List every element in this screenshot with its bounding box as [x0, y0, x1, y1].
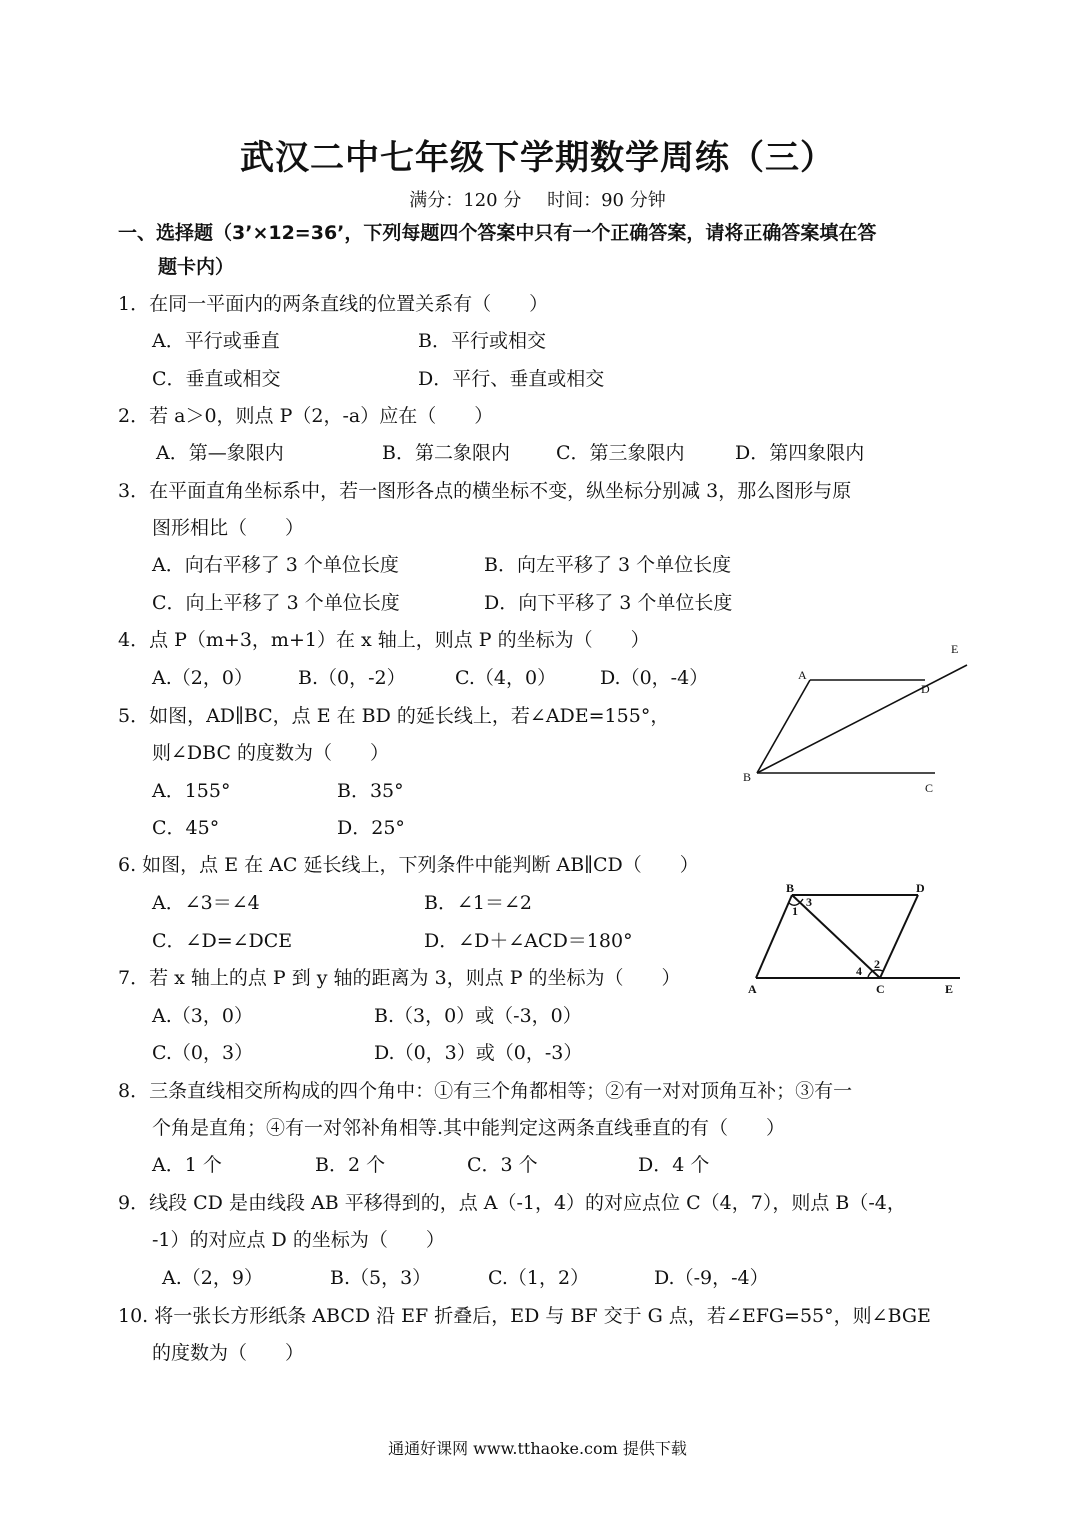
q6-option-a: A．∠3＝∠4 — [152, 892, 260, 914]
label-a: A — [748, 982, 757, 996]
label-b: B — [786, 881, 795, 895]
q1-option-c: C．垂直或相交 — [152, 368, 281, 390]
question-5-stem-cont: 则∠DBC 的度数为（ ） — [152, 742, 390, 764]
question-8-stem-cont: 个角是直角；④有一对邻补角相等.其中能判定这两条直线垂直的有（ ） — [152, 1117, 786, 1139]
q6-option-b: B．∠1＝∠2 — [424, 892, 532, 914]
q9-option-b: B.（5，3） — [330, 1267, 432, 1289]
q9-option-a: A.（2，9） — [162, 1267, 263, 1289]
question-10-stem-cont: 的度数为（ ） — [152, 1342, 305, 1364]
question-3-stem-cont: 图形相比（ ） — [152, 517, 305, 539]
label-c: C — [876, 982, 885, 996]
label-e: E — [951, 642, 959, 656]
exam-meta — [0, 186, 1075, 212]
q6-option-d: D．∠D＋∠ACD＝180° — [424, 930, 633, 952]
q5-option-a: A．155° — [152, 780, 231, 802]
angle-label-2: 2 — [874, 957, 880, 971]
label-a: A — [798, 668, 807, 682]
angle-label-3: 3 — [806, 895, 812, 909]
section-heading: 一、选择题（3’×12=36’，下列每题四个答案中只有一个正确答案，请将正确答案填在答 — [118, 222, 877, 244]
question-10-stem: 10. 将一张长方形纸条 ABCD 沿 EF 折叠后，ED 与 BF 交于 G 点，若∠EFG=55°，则∠BGE — [118, 1305, 931, 1327]
label-d: D — [921, 682, 930, 696]
q4-option-c: C.（4，0） — [455, 667, 557, 689]
q4-option-a: A.（2，0） — [152, 667, 253, 689]
angle-label-1: 1 — [792, 904, 798, 918]
q8-option-b: B．2 个 — [315, 1154, 386, 1176]
q1-option-d: D．平行、垂直或相交 — [418, 368, 605, 390]
q5-option-c: C．45° — [152, 817, 220, 839]
question-6-stem: 6. 如图，点 E 在 AC 延长线上，下列条件中能判断 AB∥CD（ ） — [118, 854, 699, 876]
q3-option-d: D．向下平移了 3 个单位长度 — [484, 592, 733, 614]
page-title: 武汉二中七年级下学期数学周练（三） — [240, 138, 835, 178]
label-e: E — [945, 982, 954, 996]
q7-option-b: B.（3，0）或（-3，0） — [374, 1005, 582, 1027]
q8-option-c: C．3 个 — [467, 1154, 538, 1176]
q4-option-d: D.（0，-4） — [600, 667, 709, 689]
question-2-stem: 2．若 a＞0，则点 P（2，-a）应在（ ） — [118, 405, 494, 427]
q7-option-a: A.（3，0） — [152, 1005, 253, 1027]
q1-option-a: A．平行或垂直 — [152, 330, 280, 352]
label-c: C — [925, 781, 934, 795]
q2-option-c: C．第三象限内 — [556, 442, 685, 464]
q7-option-d: D.（0，3）或（0，-3） — [374, 1042, 583, 1064]
question-4-stem: 4．点 P（m+3，m+1）在 x 轴上，则点 P 的坐标为（ ） — [118, 629, 650, 651]
q9-option-d: D.（-9，-4） — [654, 1267, 769, 1289]
label-d: D — [916, 881, 925, 895]
figure-q5 — [735, 635, 975, 800]
angle-label-4: 4 — [856, 964, 862, 978]
q8-option-a: A．1 个 — [152, 1154, 222, 1176]
full-score: 满分：120 分 — [409, 190, 522, 211]
footer-source: 通通好课网 www.tthaoke.com 提供下载 — [388, 1439, 687, 1458]
time-limit: 时间：90 分钟 — [547, 190, 666, 211]
question-9-stem: 9．线段 CD 是由线段 AB 平移得到的，点 A（-1，4）的对应点位 C（4，7），则点 B（-4， — [118, 1192, 906, 1214]
question-5-stem: 5．如图，AD∥BC，点 E 在 BD 的延长线上，若∠ADE=155°， — [118, 705, 670, 727]
q2-option-b: B．第二象限内 — [382, 442, 510, 464]
q3-option-a: A．向右平移了 3 个单位长度 — [152, 554, 399, 576]
q8-option-d: D．4 个 — [638, 1154, 710, 1176]
q4-option-b: B.（0，-2） — [298, 667, 406, 689]
label-b: B — [743, 770, 752, 784]
q5-option-b: B．35° — [337, 780, 404, 802]
q3-option-b: B．向左平移了 3 个单位长度 — [484, 554, 732, 576]
question-1-stem: 1．在同一平面内的两条直线的位置关系有（ ） — [118, 293, 549, 315]
q3-option-c: C．向上平移了 3 个单位长度 — [152, 592, 400, 614]
q7-option-c: C.（0，3） — [152, 1042, 254, 1064]
question-3-stem: 3．在平面直角坐标系中，若一图形各点的横坐标不变，纵坐标分别减 3，那么图形与原 — [118, 480, 852, 502]
q6-option-c: C．∠D=∠DCE — [152, 930, 293, 952]
question-9-stem-cont: -1）的对应点 D 的坐标为（ ） — [152, 1229, 445, 1251]
q2-option-d: D．第四象限内 — [735, 442, 865, 464]
question-7-stem: 7．若 x 轴上的点 P 到 y 轴的距离为 3，则点 P 的坐标为（ ） — [118, 967, 681, 989]
q9-option-c: C.（1，2） — [488, 1267, 590, 1289]
section-heading-cont: 题卡内） — [158, 256, 235, 278]
figure-q6 — [740, 875, 970, 1000]
question-8-stem: 8．三条直线相交所构成的四个角中：①有三个角都相等；②有一对对顶角互补；③有一 — [118, 1080, 853, 1102]
q5-option-d: D．25° — [337, 817, 405, 839]
line-ab — [756, 895, 792, 978]
q2-option-a: A．第—象限内 — [156, 442, 284, 464]
q1-option-b: B．平行或相交 — [418, 330, 546, 352]
line-dc — [880, 895, 918, 978]
